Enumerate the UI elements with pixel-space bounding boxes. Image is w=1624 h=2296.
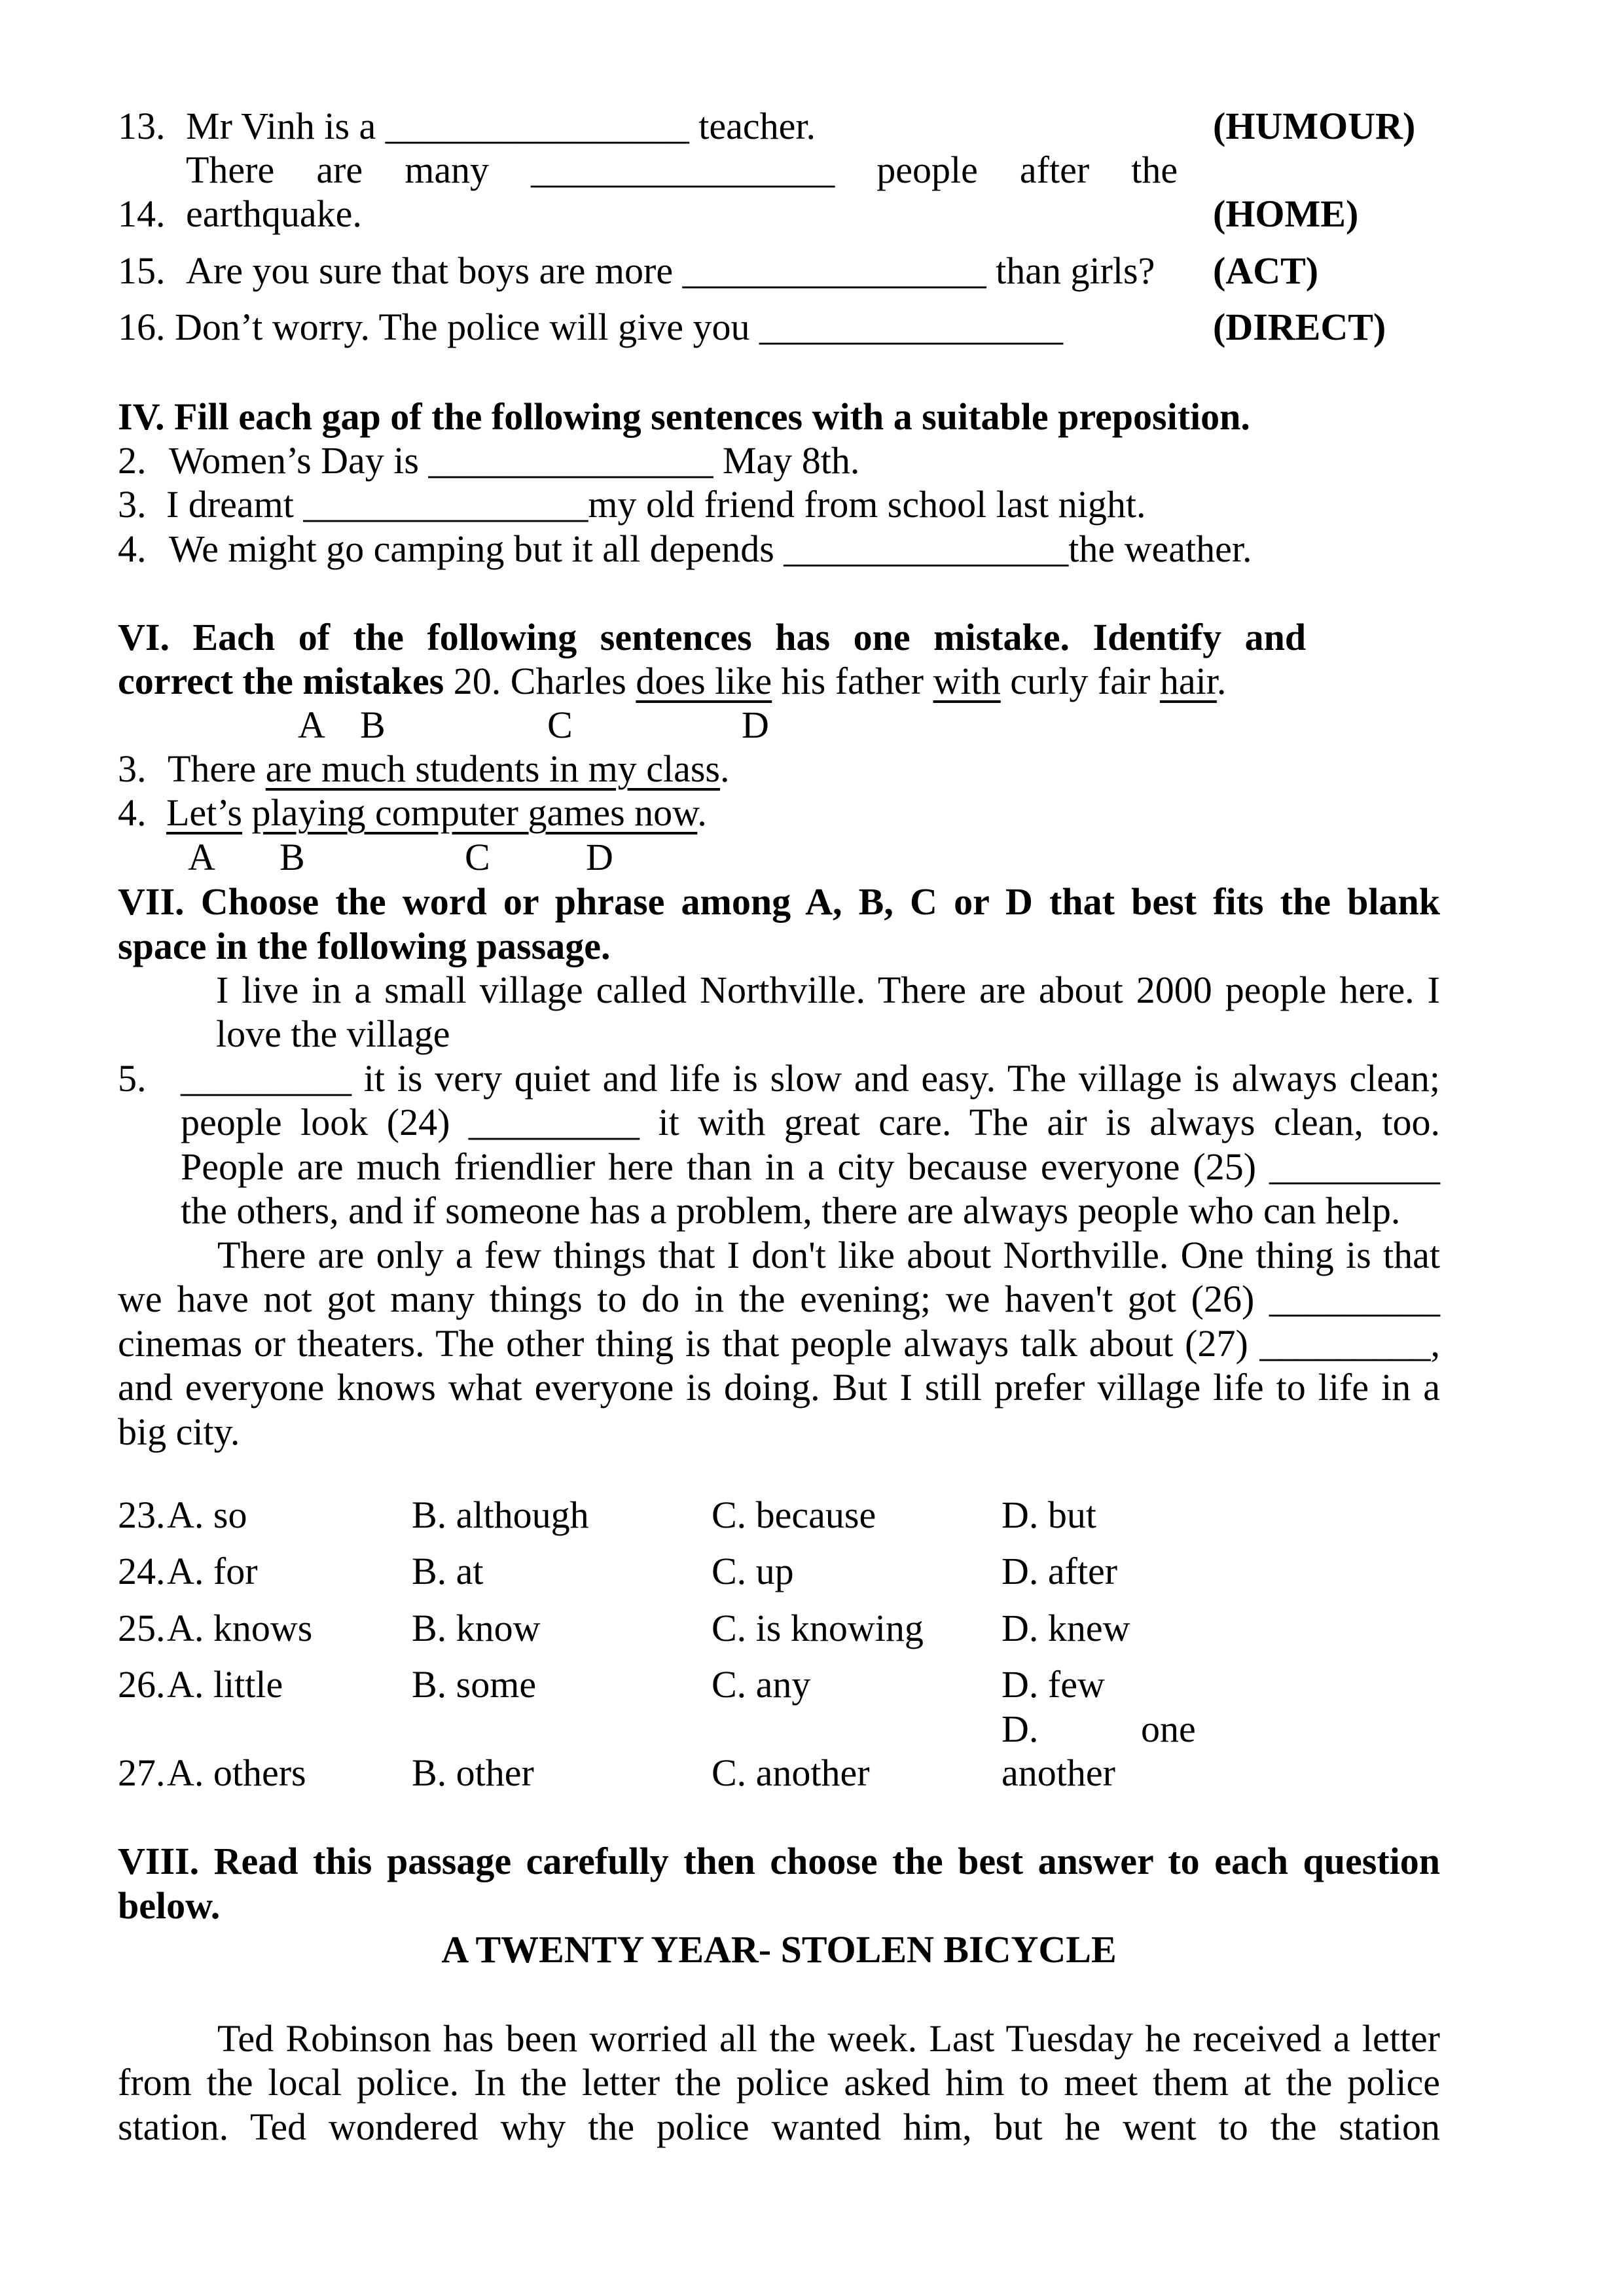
- option-d[interactable]: D. after: [1001, 1550, 1118, 1592]
- option-b[interactable]: B. some: [412, 1663, 537, 1706]
- label-a: A: [298, 704, 325, 746]
- label-c: C: [547, 704, 573, 746]
- passage-line: People are much friendlier here than in a city because everyone (25) _________: [181, 1145, 1440, 1188]
- passage-line: I live in a small village called Northville. There are about 2000 people here. I: [216, 969, 1440, 1011]
- item-16-text: 16. Don’t worry. The police will give you ________________: [118, 306, 1063, 348]
- question-number: 27.: [118, 1751, 166, 1794]
- item-number: 20.: [453, 660, 501, 702]
- question-number: 24.: [118, 1550, 166, 1592]
- option-d[interactable]: D. few: [1001, 1663, 1105, 1706]
- option-a[interactable]: A. knows: [167, 1607, 313, 1649]
- word-hint: (DIRECT): [1213, 306, 1386, 348]
- answer-blank[interactable]: _______________: [784, 528, 1069, 570]
- option-a[interactable]: A. so: [167, 1494, 247, 1536]
- item-number: 16.: [118, 306, 166, 348]
- item-14-line1: There are many ________________ people after the: [186, 149, 1178, 191]
- option-c[interactable]: C. any: [712, 1663, 811, 1706]
- section-heading-line2: space in the following passage.: [118, 925, 611, 967]
- label-d: D: [586, 836, 613, 878]
- word-hint: (ACT): [1213, 249, 1319, 292]
- option-d[interactable]: D. knew: [1001, 1607, 1130, 1649]
- answer-blank[interactable]: _______________: [428, 439, 713, 482]
- option-c-underlined[interactable]: with: [933, 660, 1001, 702]
- passage-line: _________ it is very quiet and life is slow and easy. The village is always clean;: [181, 1057, 1440, 1100]
- item-3-text: There are much students in my class.: [168, 747, 730, 790]
- option-d-label[interactable]: D.: [1001, 1708, 1039, 1750]
- passage-line: we have not got many things to do in the evening; we haven't got (26) _________: [118, 1278, 1440, 1320]
- item-text: I dreamt _______________my old friend from school last night.: [166, 483, 1146, 526]
- option-b[interactable]: B. know: [412, 1607, 541, 1649]
- option-ab-underlined[interactable]: does like: [636, 660, 772, 702]
- option-a[interactable]: A. little: [167, 1663, 283, 1706]
- option-b[interactable]: B. at: [412, 1550, 484, 1592]
- word-hint: (HOME): [1213, 192, 1359, 235]
- item-text: Women’s Day is _______________ May 8th.: [169, 439, 860, 482]
- passage-line: from the local police. In the letter the police asked him to meet them at the police: [118, 2061, 1440, 2104]
- item-number: 3.: [118, 483, 147, 526]
- section-heading-line2: below.: [118, 1884, 221, 1927]
- item-number: 13.: [118, 105, 166, 147]
- passage-title: A TWENTY YEAR- STOLEN BICYCLE: [441, 1928, 1117, 1971]
- section-heading: VIII. Read this passage carefully then choose the best answer to each question: [118, 1840, 1441, 1882]
- option-a-underlined[interactable]: Let’s: [166, 791, 242, 834]
- option-a[interactable]: A. others: [167, 1751, 306, 1794]
- item-number: 14.: [118, 192, 166, 235]
- label-a: A: [188, 836, 215, 878]
- answer-blank[interactable]: ________________: [682, 249, 986, 292]
- option-d-word1[interactable]: one: [1141, 1708, 1196, 1750]
- option-b[interactable]: B. other: [412, 1751, 534, 1794]
- section-heading: VI. Each of the following sentences has one mistake. Identify and: [118, 616, 1307, 658]
- item-20-line: correct the mistakes 20. Charles does like his father with curly fair hair.: [118, 660, 1227, 702]
- item-13-text: Mr Vinh is a ________________ teacher.: [186, 105, 816, 147]
- question-number: 25.: [118, 1607, 166, 1649]
- answer-blank[interactable]: ________________: [385, 105, 689, 147]
- item-number: 2.: [118, 439, 147, 482]
- section-heading: IV. Fill each gap of the following sentences with a suitable preposition.: [118, 395, 1250, 438]
- answer-blank[interactable]: ________________: [531, 149, 835, 191]
- option-c[interactable]: C. is knowing: [712, 1607, 924, 1649]
- item-15-text: Are you sure that boys are more ________________ than girls?: [186, 249, 1155, 292]
- passage-line: people look (24) _________ it with great care. The air is always clean, too.: [181, 1101, 1440, 1143]
- passage-line: and everyone knows what everyone is doing. But I still prefer village life to life in a: [118, 1366, 1440, 1408]
- passage-line: big city.: [118, 1410, 240, 1453]
- item-number: 4.: [118, 528, 147, 570]
- item-number: 3.: [118, 747, 147, 790]
- passage-line: cinemas or theaters. The other thing is that people always talk about (27) _________,: [118, 1322, 1440, 1365]
- passage-line: the others, and if someone has a problem, there are always people who can help.: [181, 1189, 1401, 1232]
- option-bcd-underlined[interactable]: playing computer games now: [251, 791, 698, 834]
- question-number: 26.: [118, 1663, 166, 1706]
- option-a[interactable]: A. for: [167, 1550, 258, 1592]
- passage-line: station. Ted wondered why the police wanted him, but he went to the station: [118, 2106, 1440, 2148]
- option-d[interactable]: D. but: [1001, 1494, 1096, 1536]
- label-c: C: [465, 836, 490, 878]
- passage-line: Ted Robinson has been worried all the week. Last Tuesday he received a letter: [217, 2017, 1440, 2060]
- item-text: We might go camping but it all depends _______________the weather.: [169, 528, 1252, 570]
- label-b: B: [360, 704, 386, 746]
- option-d-underlined[interactable]: hair: [1159, 660, 1217, 702]
- word-hint: (HUMOUR): [1213, 105, 1416, 147]
- item-number: 15.: [118, 249, 166, 292]
- item-number: 5.: [118, 1057, 147, 1100]
- label-b: B: [280, 836, 305, 878]
- underlined-phrase[interactable]: are much students in my class: [265, 747, 720, 790]
- answer-blank[interactable]: _______________: [303, 483, 588, 526]
- option-c[interactable]: C. up: [712, 1550, 794, 1592]
- item-number: 4.: [118, 791, 147, 834]
- option-d-word2[interactable]: another: [1001, 1751, 1115, 1794]
- option-b[interactable]: B. although: [412, 1494, 589, 1536]
- option-c[interactable]: C. another: [712, 1751, 870, 1794]
- item-14-line2: earthquake.: [186, 192, 362, 235]
- passage-line: There are only a few things that I don't like about Northville. One thing is that: [217, 1234, 1440, 1276]
- section-heading: VII. Choose the word or phrase among A, B, C or D that best fits the blank: [118, 880, 1441, 923]
- item-4-text: Let’s playing computer games now.: [166, 791, 707, 834]
- option-c[interactable]: C. because: [712, 1494, 876, 1536]
- label-d: D: [742, 704, 769, 746]
- passage-line: love the village: [216, 1013, 450, 1055]
- question-number: 23.: [118, 1494, 166, 1536]
- answer-blank[interactable]: ________________: [759, 306, 1063, 348]
